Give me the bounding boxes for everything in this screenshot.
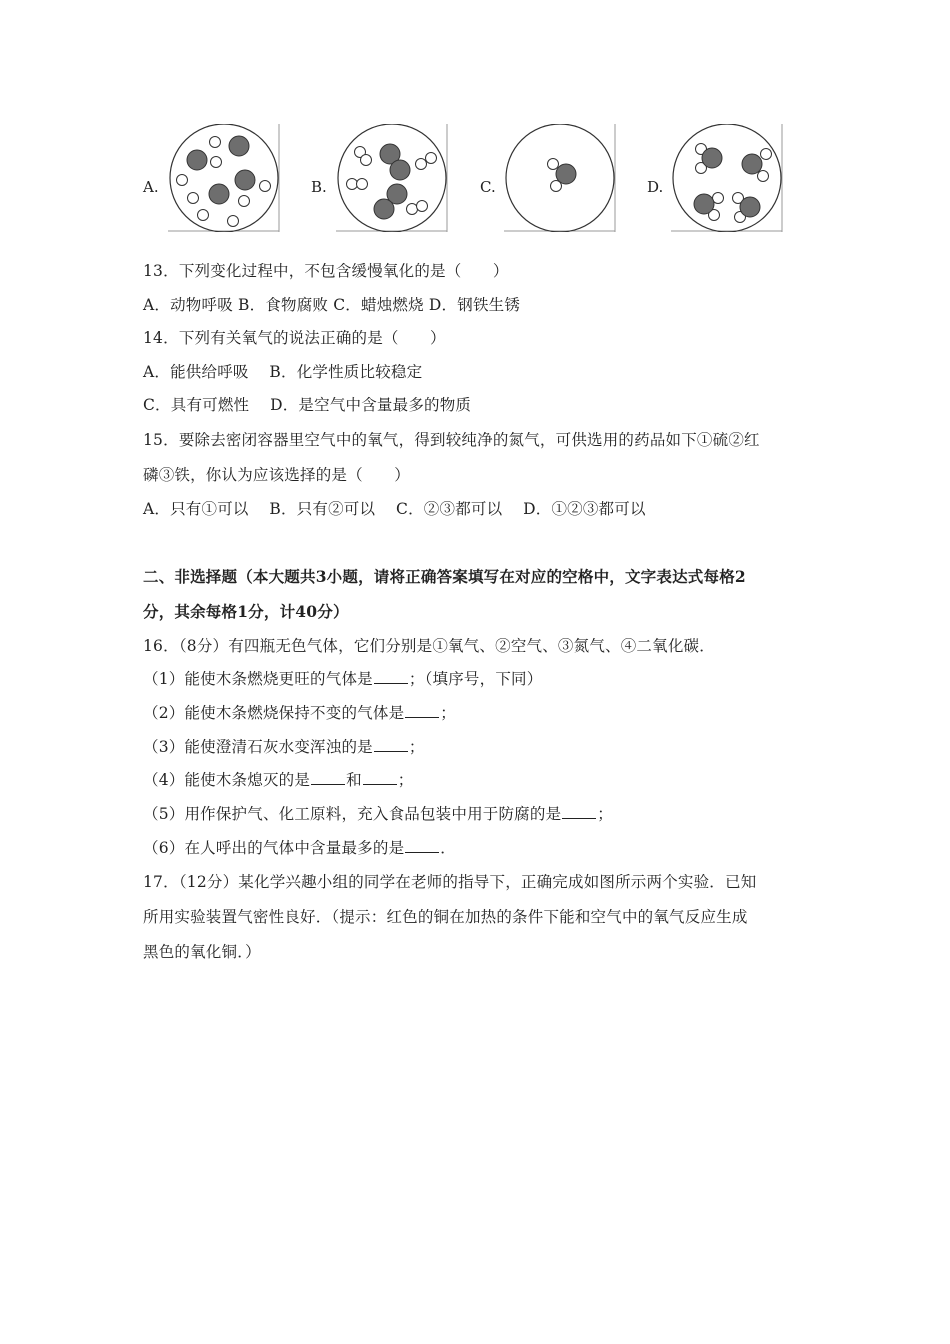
q16-sub5: （5）用作保护气、化工原料，充入食品包装中用于防腐的是 ； <box>143 805 613 823</box>
q17-line3: 黑色的氧化铜．） <box>143 943 261 961</box>
q14-options-line1: A．能供给呼吸 B．化学性质比较稳定 <box>143 363 423 381</box>
dark-atom <box>187 150 207 170</box>
light-atom <box>407 204 418 215</box>
light-atom <box>210 137 221 148</box>
option-a-label: A. <box>143 178 159 196</box>
light-atom <box>426 153 437 164</box>
q16-sub4: （4）能使木条熄灭的是 和 ； <box>143 771 414 789</box>
q16-sub1: （1）能使木条燃烧更旺的气体是 ；（填序号，下同） <box>143 670 543 688</box>
q17-line1: 17．（12分）某化学兴趣小组的同学在老师的指导下，正确完成如图所示两个实验．已知 <box>143 873 757 891</box>
q16-stem: 16．（8分）有四瓶无色气体，它们分别是①氧气、②空气、③氮气、④二氧化碳． <box>143 637 715 655</box>
answer-blank[interactable] <box>562 804 596 819</box>
answer-blank[interactable] <box>311 770 345 785</box>
light-atom <box>228 216 239 227</box>
option-c-label: C. <box>480 178 496 196</box>
dark-atom <box>229 136 249 156</box>
light-atom <box>357 179 368 190</box>
q16-sub6: （6）在人呼出的气体中含量最多的是 ． <box>143 839 456 857</box>
answer-blank[interactable] <box>374 737 408 752</box>
diagram-d <box>671 124 783 232</box>
light-atom <box>417 201 428 212</box>
q17-line2: 所用实验装置气密性良好．（提示：红色的铜在加热的条件下能和空气中的氧气反应生成 <box>143 908 748 926</box>
answer-blank[interactable] <box>363 770 397 785</box>
q15-stem-line2: 磷③铁，你认为应该选择的是（ ） <box>143 466 410 484</box>
dark-atom <box>235 170 255 190</box>
dark-atom <box>702 148 722 168</box>
dark-atom <box>740 197 760 217</box>
diagram-c <box>504 124 616 232</box>
q16-sub2: （2）能使木条燃烧保持不变的气体是 ； <box>143 704 456 722</box>
diagram-b <box>336 124 448 232</box>
dark-atom <box>374 199 394 219</box>
q15-stem-line1: 15．要除去密闭容器里空气中的氧气，得到较纯净的氮气，可供选用的药品如下①硫②红 <box>143 431 760 449</box>
light-atom <box>347 179 358 190</box>
section2-heading-line2: 分，其余每格1分，计40分） <box>143 602 349 621</box>
light-atom <box>548 159 559 170</box>
q14-stem: 14．下列有关氧气的说法正确的是（ ） <box>143 329 446 347</box>
light-atom <box>260 181 271 192</box>
q13-stem: 13．下列变化过程中，不包含缓慢氧化的是（ ） <box>143 262 509 280</box>
light-atom <box>361 155 372 166</box>
light-atom <box>416 159 427 170</box>
q13-options: A．动物呼吸 B．食物腐败 C．蜡烛燃烧 D．钢铁生锈 <box>143 296 521 314</box>
dark-atom <box>556 164 576 184</box>
answer-blank[interactable] <box>405 703 439 718</box>
light-atom <box>761 149 772 160</box>
light-atom <box>211 157 222 168</box>
dark-atom <box>694 194 714 214</box>
light-atom <box>188 193 199 204</box>
diagram-a <box>168 124 280 232</box>
dark-atom <box>209 184 229 204</box>
light-atom <box>239 196 250 207</box>
option-d-label: D. <box>647 178 664 196</box>
dark-atom <box>390 160 410 180</box>
light-atom <box>177 175 188 186</box>
section2-heading-line1: 二、非选择题（本大题共3小题，请将正确答案填写在对应的空格中，文字表达式每格2 <box>143 567 746 586</box>
particle-figures <box>0 120 950 240</box>
light-atom <box>758 171 769 182</box>
dark-atom <box>742 154 762 174</box>
option-b-label: B. <box>311 178 327 196</box>
answer-blank[interactable] <box>405 838 439 853</box>
q15-options: A．只有①可以 B．只有②可以 C．②③都可以 D．①②③都可以 <box>143 500 646 518</box>
q16-sub3: （3）能使澄清石灰水变浑浊的是 ； <box>143 738 425 756</box>
light-atom <box>198 210 209 221</box>
q14-options-line2: C．具有可燃性 D．是空气中含量最多的物质 <box>143 396 472 414</box>
answer-blank[interactable] <box>374 669 408 684</box>
